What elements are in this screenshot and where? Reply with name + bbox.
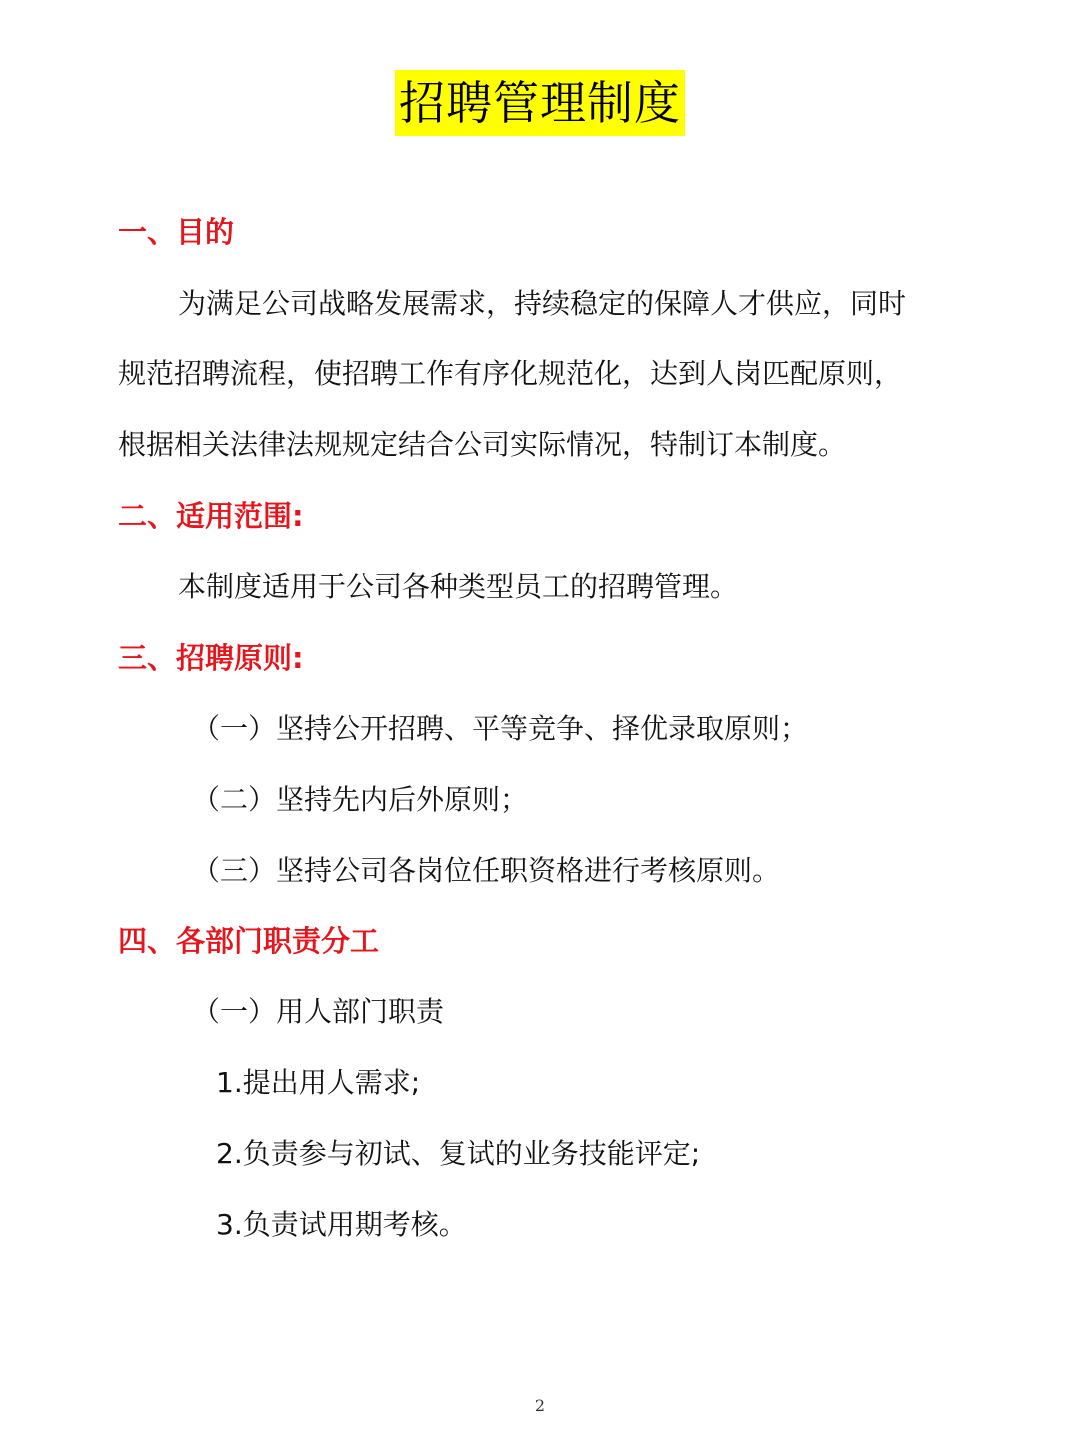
principle-item-3: （三）坚持公司各岗位任职资格进行考核原则。 xyxy=(192,854,781,887)
section-heading-scope: 二、适用范围: xyxy=(118,499,304,533)
responsibility-item-3: 3.负责试用期考核。 xyxy=(216,1208,467,1241)
page-number: 2 xyxy=(534,1396,546,1415)
scope-line-1: 本制度适用于公司各种类型员工的招聘管理。 xyxy=(178,570,739,603)
section-heading-responsibilities: 四、各部门职责分工 xyxy=(118,924,380,958)
purpose-line-2: 规范招聘流程，使招聘工作有序化规范化，达到人岗匹配原则， xyxy=(118,357,903,390)
purpose-line-3: 根据相关法律法规规定结合公司实际情况，特制订本制度。 xyxy=(118,428,847,461)
section-heading-principles: 三、招聘原则: xyxy=(118,641,304,675)
document-title: 招聘管理制度 xyxy=(395,70,685,136)
responsibility-item-1: 1.提出用人需求; xyxy=(216,1066,421,1099)
title-container xyxy=(0,70,1080,136)
responsibilities-subheading: （一）用人部门职责 xyxy=(192,995,445,1028)
responsibility-item-2: 2.负责参与初试、复试的业务技能评定; xyxy=(216,1137,701,1170)
principle-item-1: （一）坚持公开招聘、平等竞争、择优录取原则； xyxy=(192,712,809,745)
principle-item-2: （二）坚持先内后外原则； xyxy=(192,783,529,816)
section-heading-purpose: 一、目的 xyxy=(118,215,235,249)
purpose-line-1: 为满足公司战略发展需求，持续稳定的保障人才供应，同时 xyxy=(178,287,907,320)
